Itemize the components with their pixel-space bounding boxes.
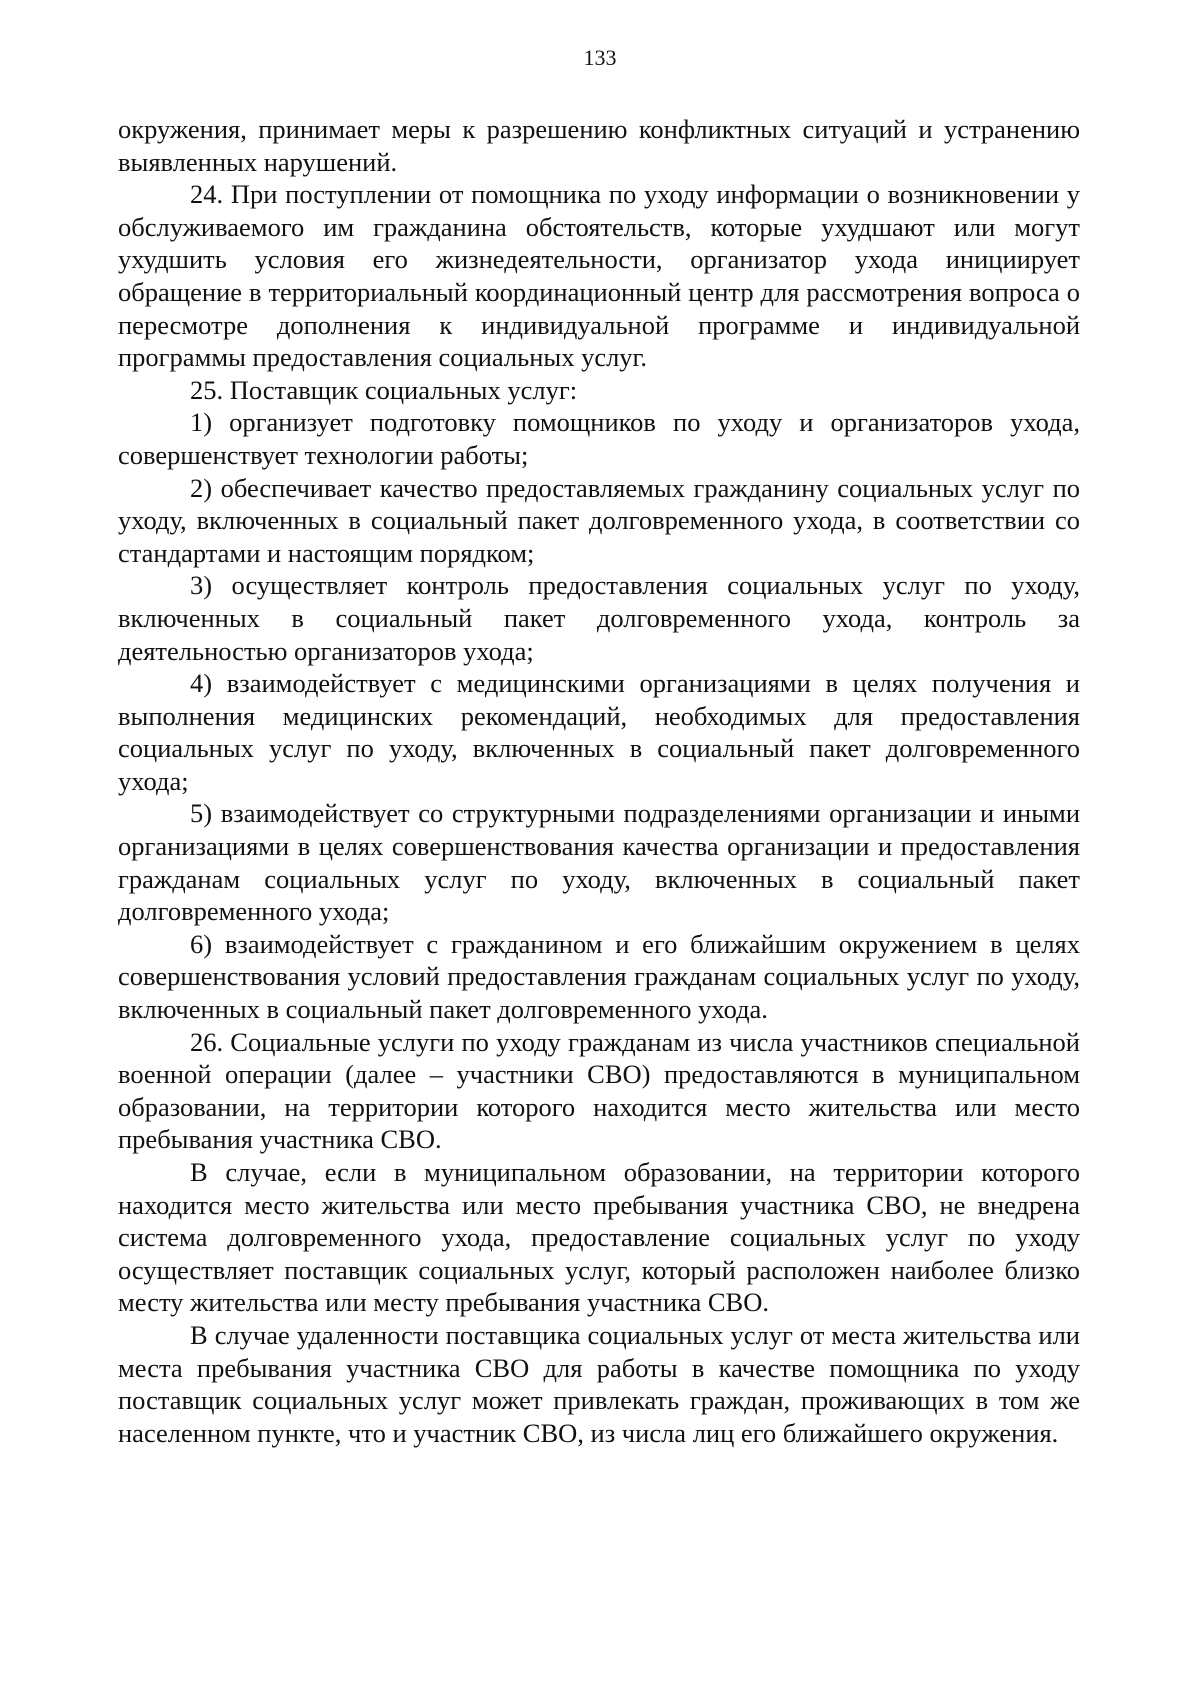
paragraph-subitem-6: 6) взаимодействует с гражданином и его ближайшим окружением в целях совершенствования условий предоставления гражданам социальных услуг по уходу, включенных в социальный пакет долговременного ухода. bbox=[118, 928, 1080, 1025]
paragraph-item-24: 24. При поступлении от помощника по уходу информации о возникновении у обслуживаемого им гражданина обстоятельств, которые ухудшают или могут ухудшить условия его жизнедеятельности, организатор ухода инициирует обращение в территориальный координационный центр для рассмотрения вопроса о пересмотре дополнения к индивидуальной программе и индивидуальной программы предоставления социальных услуг. bbox=[118, 179, 1080, 373]
paragraph-continuation: окружения, принимает меры к разрешению конфликтных ситуаций и устранению выявленных нарушений. bbox=[118, 114, 1080, 177]
paragraph-svo-case: В случае, если в муниципальном образовании, на территории которого находится место жительства или место пребывания участника СВО, не внедрена система долговременного ухода, предоставление социальных услуг по уходу осуществляет поставщик социальных услуг, который расположен наиболее близко месту жительства или месту пребывания участника СВО. bbox=[118, 1157, 1080, 1318]
paragraph-svo-remote: В случае удаленности поставщика социальных услуг от места жительства или места пребывания участника СВО для работы в качестве помощника по уходу поставщик социальных услуг может привлекать граждан, проживающих в том же населенном пункте, что и участник СВО, из числа лиц его ближайшего окружения. bbox=[118, 1319, 1080, 1448]
paragraph-subitem-5: 5) взаимодействует со структурными подразделениями организации и иными организациями в целях совершенствования качества организации и предоставления гражданам социальных услуг по уходу, включенных в социальный пакет долговременного ухода; bbox=[118, 798, 1080, 927]
document-body bbox=[118, 113, 1080, 1449]
paragraph-item-25: 25. Поставщик социальных услуг: bbox=[190, 374, 578, 405]
paragraph-subitem-2: 2) обеспечивает качество предоставляемых гражданину социальных услуг по уходу, включенных в социальный пакет долговременного ухода, в соответствии со стандартами и настоящим порядком; bbox=[118, 472, 1080, 568]
paragraph-subitem-3: 3) осуществляет контроль предоставления социальных услуг по уходу, включенных в социальный пакет долговременного ухода, контроль за деятельностью организаторов ухода; bbox=[118, 570, 1080, 666]
page-number: 133 bbox=[583, 45, 617, 70]
paragraph-item-26: 26. Социальные услуги по уходу гражданам из числа участников специальной военной операции (далее – участники СВО) предоставляются в муниципальном образовании, на территории которого находится место жительства или место пребывания участника СВО. bbox=[118, 1026, 1080, 1155]
paragraph-subitem-1: 1) организует подготовку помощников по уходу и организаторов ухода, совершенствует технологии работы; bbox=[118, 407, 1080, 470]
paragraph-subitem-4: 4) взаимодействует с медицинскими организациями в целях получения и выполнения медицинских рекомендаций, необходимых для предоставления социальных услуг по уходу, включенных в социальный пакет долговременного ухода; bbox=[118, 668, 1080, 796]
